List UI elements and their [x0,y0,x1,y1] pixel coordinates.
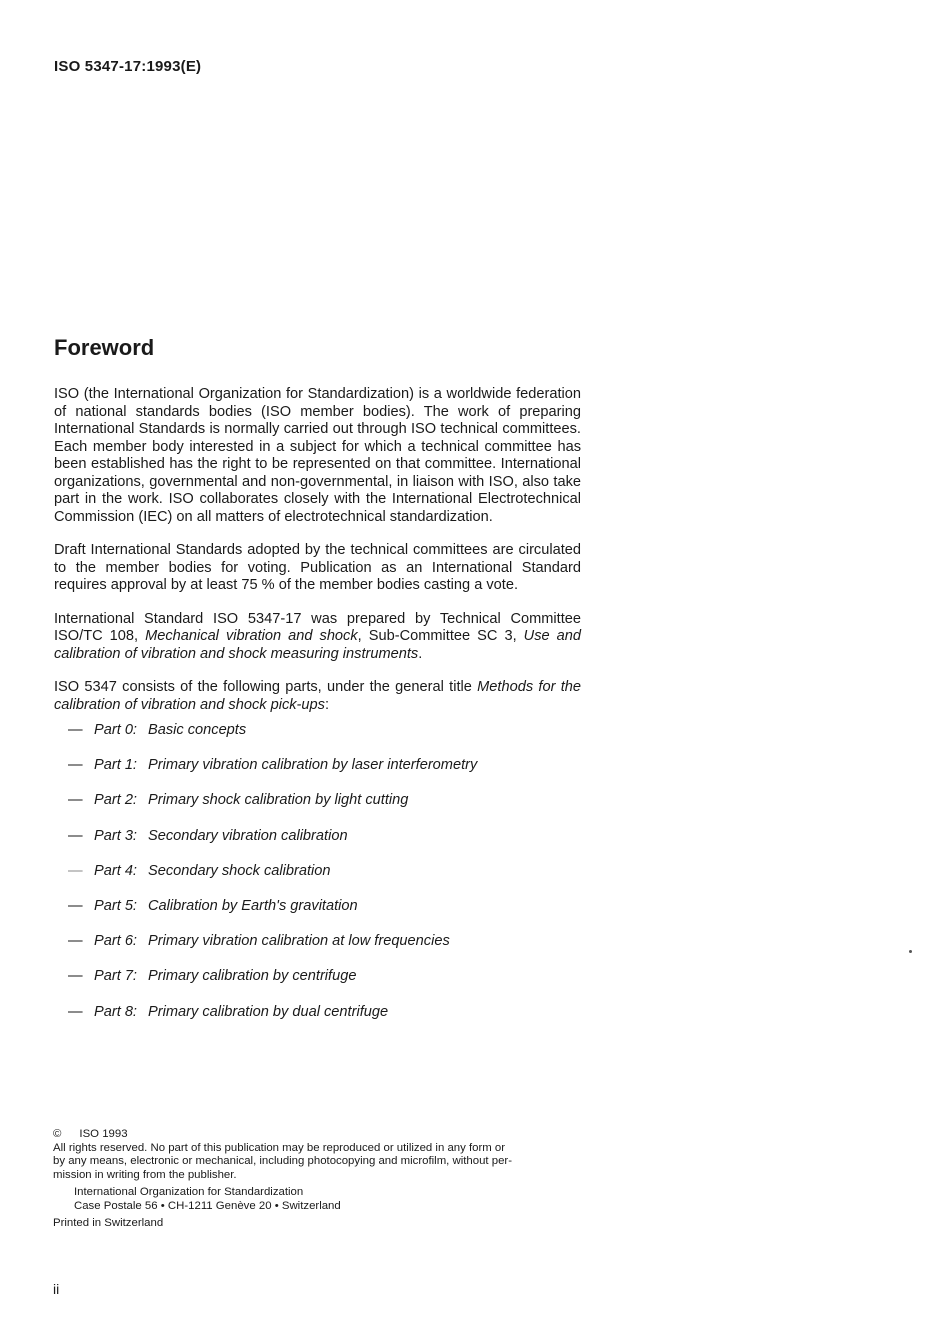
publisher-address: Case Postale 56 • CH-1211 Genève 20 • Switzerland [74,1199,341,1212]
dash-bullet: — [68,792,83,809]
page-number: ii [53,1281,60,1297]
list-item [54,1004,581,1039]
part-title: Primary vibration calibration at low frequencies [148,933,450,950]
part-title: Secondary shock calibration [148,862,331,879]
subcommittee-title: Use and calibration of vibration and shock measuring instruments [54,628,581,662]
list-item [54,968,581,1003]
preparation-text-2: , Sub-Committee SC 3, [357,628,524,644]
paragraph-about-iso: ISO (the International Organization for Standardization) is a worldwide federation of national standards bodies (ISO member bodies). The work of preparing International Standards is normally carried out through ISO technical committees. Each member body interested in a subject for which a technical committee has been established has the right to be represented on that committee. International organizations, governmental and non-governmental, in liaison with ISO, also take part in the work. ISO collaborates closely with the International Electrotechnical Commission (IEC) on all matters of electrotechnical standardization. [54,386,581,525]
part-title: Secondary vibration calibration [148,827,348,844]
general-title: Methods for the calibration of vibration and shock pick-ups [54,679,581,713]
part-title: Basic concepts [148,722,247,738]
foreword-body [54,386,581,1039]
part-title: Calibration by Earth's gravitation [148,897,358,914]
part-title: Primary shock calibration by light cutting [148,792,409,809]
copyright-line [53,1128,583,1142]
part-label: Part 3: [94,827,137,844]
rights-line-3: mission in writing from the publisher. [53,1168,237,1181]
list-item [54,933,581,968]
paragraph-draft-standards: Draft International Standards adopted by the technical committees are circulated to the member bodies for voting. Publication as an International Standard requires approval by at least 75 % of the member bodies casting a vote. [54,542,581,593]
parts-list [54,722,581,1039]
part-title: Primary vibration calibration by laser interferometry [148,757,478,774]
dash-bullet: — [68,897,83,914]
rights-line-2: by any means, electronic or mechanical, including photocopying and microfilm, without per- [53,1155,513,1168]
list-item [54,792,581,827]
dash-bullet: — [68,862,83,879]
dash-bullet: — [68,933,83,950]
dash-bullet: — [68,757,83,774]
part-label: Part 0: [94,722,137,738]
publisher-name: International Organization for Standardization [74,1186,304,1199]
part-label: Part 5: [94,897,137,914]
list-item [54,898,581,933]
preparation-text-3: . [418,645,423,662]
part-label: Part 2: [94,792,137,809]
preparation-text-1: International Standard ISO 5347-17 was prepared by Technical Committee ISO/TC 108, [54,610,581,644]
part-label: Part 8: [94,1003,137,1020]
copyright-icon: © [53,1128,62,1140]
part-label: Part 7: [94,968,137,985]
scan-speck [909,950,912,953]
copyright-year: ISO 1993 [79,1128,128,1140]
dash-bullet: — [68,827,83,844]
section-title: Foreword [54,335,155,360]
dash-bullet: — [68,1003,83,1020]
copyright-block [53,1128,583,1230]
parts-intro-text-2: : [324,696,330,713]
part-label: Part 6: [94,933,137,950]
dash-bullet: — [68,722,83,738]
part-label: Part 4: [94,862,137,879]
committee-title: Mechanical vibration and shock [145,628,358,644]
rights-line-1: All rights reserved. No part of this publication may be reproduced or utilized in any form or [53,1141,506,1154]
part-title: Primary calibration by centrifuge [148,968,357,985]
paragraph-parts-intro [54,679,581,714]
part-title: Primary calibration by dual centrifuge [148,1003,389,1020]
paragraph-preparation [54,611,581,664]
list-item [54,757,581,792]
list-item [54,828,581,863]
list-item [54,722,581,757]
parts-intro-text-1: ISO 5347 consists of the following parts, under the general title [54,679,478,695]
part-label: Part 1: [94,757,137,774]
dash-bullet: — [68,968,83,985]
document-id-header: ISO 5347-17:1993(E) [54,58,202,75]
printed-in: Printed in Switzerland [53,1216,164,1229]
list-item [54,863,581,898]
